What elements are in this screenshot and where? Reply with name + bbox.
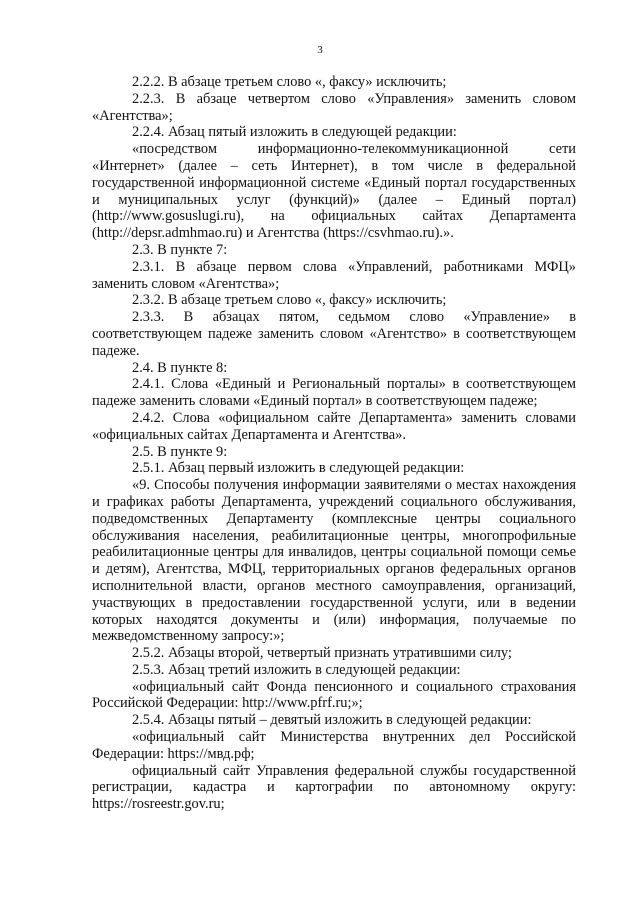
paragraph: «официальный сайт Министерства внутренних дел Российской Федерации: https://мвд.рф; [92,729,576,762]
paragraph: 2.5.1. Абзац первый изложить в следующей редакции: [132,460,465,477]
paragraph: 2.4.2. Слова «официальном сайте Департамента» заменить словами «официальных сайтах Департамента и Агентства». [92,409,576,443]
paragraph: 2.4.1. Слова «Единый и Региональный порталы» в соответствующем падеже заменить словами «Единый портал» в соответствующем падеже; [92,376,576,410]
page-number: 3 [317,44,323,56]
paragraph: 2.5.2. Абзацы второй, четвертый признать утратившими силу; [132,645,512,662]
paragraph: 2.3.3. В абзацах пятом, седьмом слово «Управление» в соответствующем падеже заменить словом «Агентство» в соответствующем падеже. [92,309,576,359]
paragraph: 2.3. В пункте 7: [132,241,228,258]
paragraph: официальный сайт Управления федеральной службы государственной регистрации, кадастра и картографии по автономному округу: https://rosreestr.gov.ru; [92,762,576,813]
paragraph: 2.4. В пункте 8: [132,359,228,376]
paragraph: 2.5.4. Абзацы пятый – девятый изложить в следующей редакции: [132,712,532,729]
paragraph: «посредством информационно-телекоммуникационной сети «Интернет» (далее – сеть Интернет), в том числе в федеральной государственной информационной системе «Единый портал государственных и муниципальных услуг (функций)» (далее – Единый портал) (http://www.gosuslugi.ru), на официальных сайтах Департамента (http://depsr.admhmao.ru) и Агентства (https://csvhmao.ru).». [92,141,576,242]
paragraph: 2.3.1. В абзаце первом слова «Управлений, работниками МФЦ» заменить словом «Агентства»; [92,258,576,292]
paragraph: «9. Способы получения информации заявителями о местах нахождения и графиках работы Департамента, учреждений социального обслуживания, подведомственных Департаменту (комплексные центры социального обслуживания населения, реабилитационные центры, многопрофильные реабилитационные центры для инвалидов, центры социальной помощи семье и детям), Агентства, МФЦ, территориальных органов федеральных органов исполнительной власти, органов местного самоуправления, организаций, участвующих в предоставлении государственной услуги, или в ведении которых находятся документы и (или) информация, получаемые по межведомственному запросу:»; [92,477,576,645]
paragraph: «официальный сайт Фонда пенсионного и социального страхования Российской Федерации: http://www.pfrf.ru;»; [92,678,576,712]
paragraph: 2.2.3. В абзаце четвертом слово «Управления» заменить словом «Агентства»; [92,90,576,124]
paragraph: 2.5. В пункте 9: [132,443,228,460]
paragraph: 2.2.4. Абзац пятый изложить в следующей редакции: [132,124,457,141]
paragraph: 2.2.2. В абзаце третьем слово «, факсу» исключить; [132,74,447,90]
document-body [92,74,576,813]
paragraph: 2.3.2. В абзаце третьем слово «, факсу» исключить; [132,292,447,309]
paragraph: 2.5.3. Абзац третий изложить в следующей редакции: [132,661,461,678]
